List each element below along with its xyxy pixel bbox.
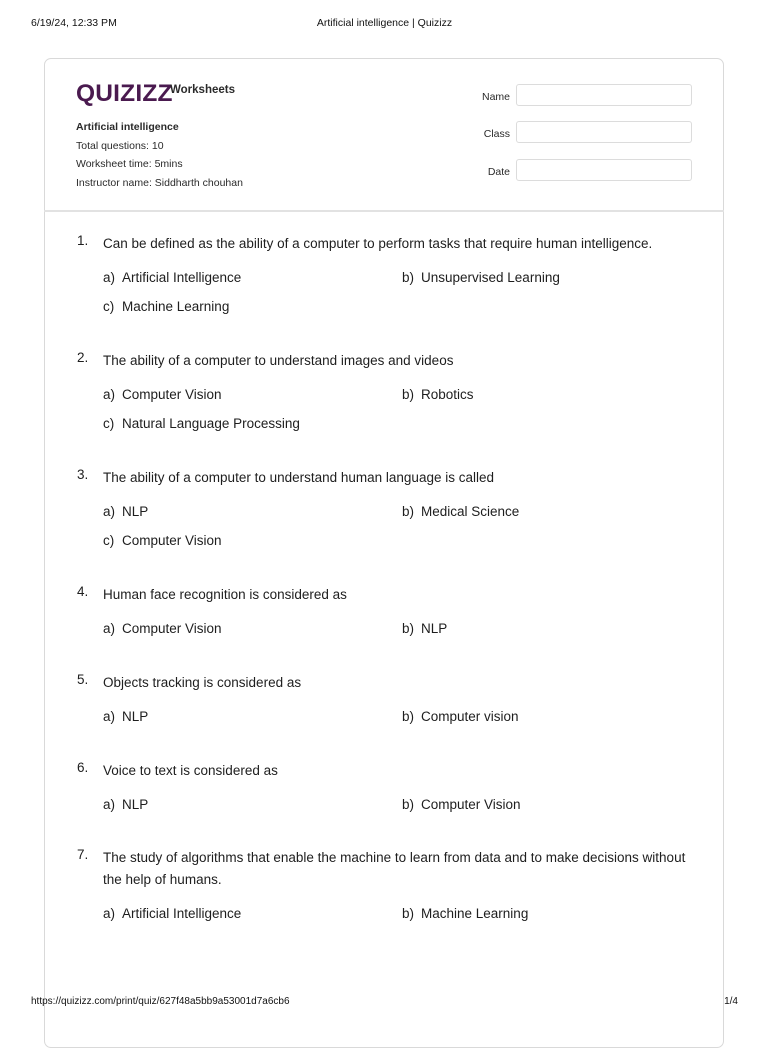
option-letter: c)	[103, 533, 115, 548]
option-b	[402, 709, 519, 724]
question-text: The ability of a computer to understand images and videos	[103, 353, 454, 368]
option-text: NLP	[122, 504, 149, 519]
option-letter: b)	[402, 709, 415, 724]
option-a	[103, 504, 148, 519]
question-text: Objects tracking is considered as	[103, 675, 302, 690]
question-number: 3.	[77, 467, 89, 482]
option-b	[402, 387, 474, 402]
question-number: 4.	[77, 584, 89, 599]
question-text: The study of algorithms that enable the machine to learn from data and to make decisions without the help of humans.	[103, 850, 686, 887]
option-text: Computer Vision	[421, 797, 521, 812]
option-b	[402, 621, 447, 636]
date-field-row	[464, 159, 694, 183]
option-letter: c)	[103, 416, 115, 431]
question-text: Voice to text is considered as	[103, 763, 278, 778]
option-letter: a)	[103, 797, 116, 812]
print-datetime: 6/19/24, 12:33 PM	[31, 17, 117, 29]
print-title: Artificial intelligence | Quizizz	[316, 17, 453, 29]
option-letter: b)	[402, 906, 415, 921]
option-letter: a)	[103, 270, 116, 285]
name-field[interactable]	[516, 84, 692, 106]
question-number: 5.	[77, 672, 89, 687]
option-letter: b)	[402, 621, 415, 636]
class-label: Class	[483, 128, 510, 140]
option-letter: c)	[103, 299, 115, 314]
option-a	[103, 270, 241, 285]
question-text: Human face recognition is considered as	[103, 587, 347, 602]
option-text: Medical Science	[421, 504, 520, 519]
option-letter: a)	[103, 504, 116, 519]
option-letter: a)	[103, 906, 116, 921]
option-letter: b)	[402, 270, 415, 285]
question-number: 1.	[77, 233, 89, 248]
question-number: 7.	[77, 847, 89, 862]
option-text: Artificial Intelligence	[122, 270, 242, 285]
option-letter: b)	[402, 387, 415, 402]
option-c	[103, 299, 229, 314]
worksheet-header-card	[44, 58, 724, 212]
option-c	[103, 416, 300, 431]
class-field-row	[464, 121, 694, 145]
total-questions: Total questions: 10	[76, 139, 164, 152]
option-letter: a)	[103, 621, 116, 636]
option-text: Computer Vision	[122, 621, 222, 636]
option-b	[402, 906, 528, 921]
name-label: Name	[481, 91, 510, 103]
option-a	[103, 709, 148, 724]
option-a	[103, 387, 222, 402]
option-text: NLP	[421, 621, 448, 636]
option-text: Unsupervised Learning	[421, 270, 560, 285]
option-letter: b)	[402, 504, 415, 519]
option-text: NLP	[122, 709, 149, 724]
question-number: 6.	[77, 760, 89, 775]
print-header	[31, 17, 738, 31]
option-a	[103, 797, 148, 812]
option-text: Computer Vision	[122, 387, 222, 402]
instructor-name: Instructor name: Siddharth chouhan	[76, 176, 243, 189]
option-letter: a)	[103, 709, 116, 724]
option-text: Machine Learning	[421, 906, 529, 921]
worksheet-time: Worksheet time: 5mins	[76, 158, 183, 170]
option-text: Natural Language Processing	[122, 416, 300, 431]
date-field[interactable]	[516, 159, 692, 181]
date-label: Date	[487, 166, 510, 178]
option-text: Computer vision	[421, 709, 519, 724]
worksheet-title: Artificial intelligence	[76, 121, 179, 133]
option-a	[103, 621, 222, 636]
option-c	[103, 533, 222, 548]
option-b	[402, 797, 521, 812]
option-letter: b)	[402, 797, 415, 812]
option-a	[103, 906, 241, 921]
question-text: Can be defined as the ability of a computer to perform tasks that require human intelligence.	[103, 236, 653, 251]
logo-subtitle: Worksheets	[170, 84, 235, 96]
print-url: https://quizizz.com/print/quiz/627f48a5bb9a53001d7a6cb6	[31, 996, 290, 1007]
page-number: 1/4	[724, 996, 738, 1007]
question-number: 2.	[77, 350, 89, 365]
option-text: Machine Learning	[122, 299, 230, 314]
class-field[interactable]	[516, 121, 692, 143]
option-b	[402, 504, 519, 519]
worksheet-meta	[76, 118, 243, 192]
option-b	[402, 270, 560, 285]
quizizz-logo-text: QUIZIZZ	[76, 80, 173, 107]
option-text: Robotics	[421, 387, 474, 402]
name-field-row	[464, 84, 694, 108]
question-text: The ability of a computer to understand human language is called	[103, 470, 494, 485]
option-text: Artificial Intelligence	[122, 906, 242, 921]
option-letter: a)	[103, 387, 116, 402]
option-text: NLP	[122, 797, 149, 812]
print-footer	[31, 996, 738, 1010]
option-text: Computer Vision	[122, 533, 222, 548]
